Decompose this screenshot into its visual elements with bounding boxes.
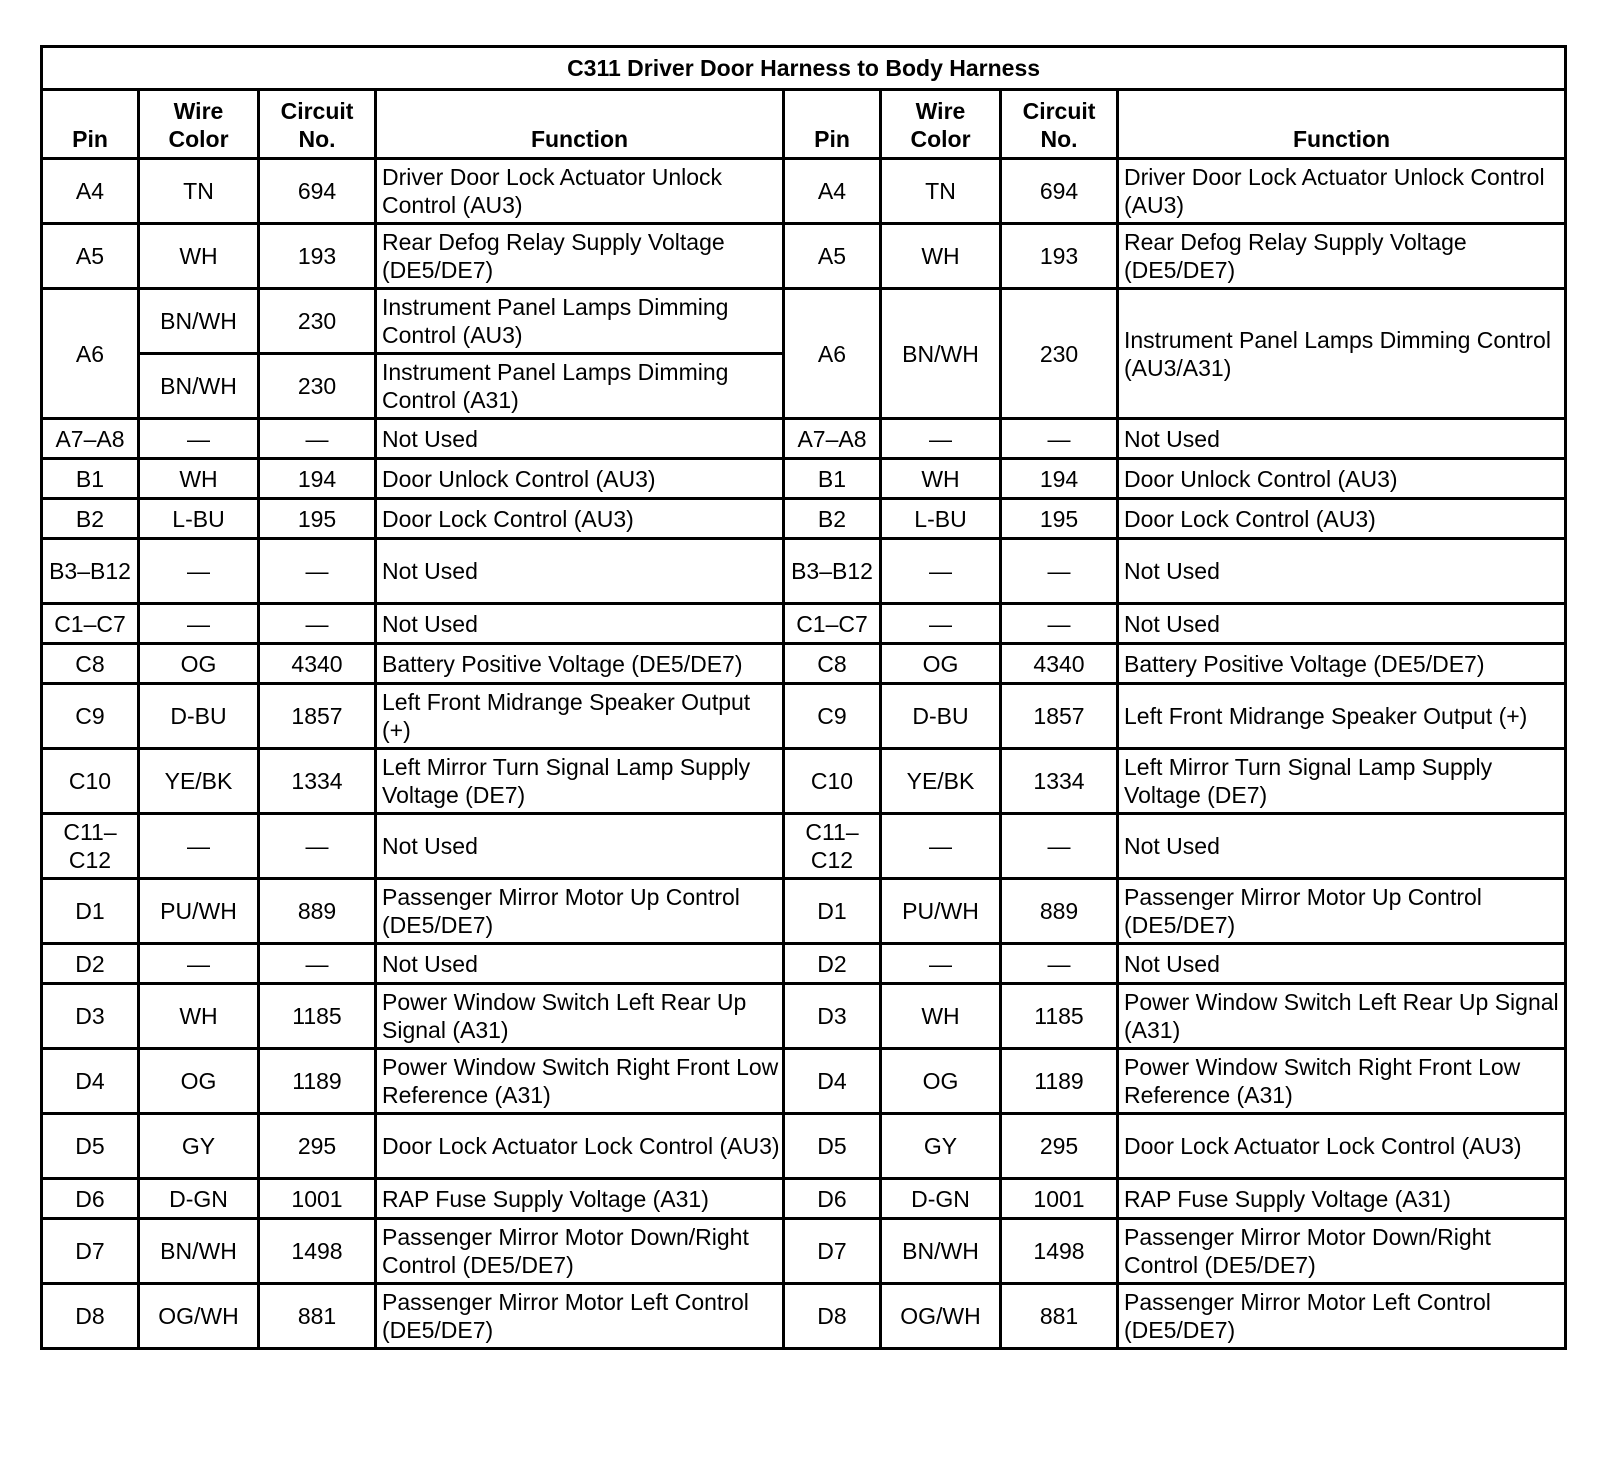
circuit-cell: — <box>1001 419 1118 459</box>
pin-cell: C11–C12 <box>784 814 881 879</box>
table-row <box>42 644 1566 684</box>
wire-color-cell: WH <box>881 984 1001 1049</box>
circuit-cell: — <box>259 419 376 459</box>
table-row <box>42 814 1566 879</box>
wire-color-cell: D-BU <box>139 684 259 749</box>
wire-color-cell: — <box>881 539 1001 604</box>
circuit-cell: 194 <box>1001 459 1118 499</box>
function-cell: Not Used <box>376 419 784 459</box>
function-cell: Instrument Panel Lamps Dimming Control (A31) <box>376 354 784 419</box>
circuit-cell: 1334 <box>259 749 376 814</box>
function-cell: Passenger Mirror Motor Down/Right Control (DE5/DE7) <box>1118 1219 1566 1284</box>
table-row <box>42 289 1566 354</box>
table-body <box>42 159 1566 1349</box>
table-row <box>42 459 1566 499</box>
function-cell: RAP Fuse Supply Voltage (A31) <box>376 1179 784 1219</box>
pin-cell: D2 <box>42 944 139 984</box>
wire-color-cell: — <box>139 604 259 644</box>
circuit-cell: — <box>259 539 376 604</box>
pin-cell: D4 <box>784 1049 881 1114</box>
circuit-cell: 1498 <box>1001 1219 1118 1284</box>
pin-cell: D8 <box>42 1284 139 1349</box>
pin-cell: C10 <box>784 749 881 814</box>
wire-color-cell: — <box>881 944 1001 984</box>
circuit-cell: — <box>1001 944 1118 984</box>
function-cell: Passenger Mirror Motor Left Control (DE5/DE7) <box>376 1284 784 1349</box>
function-cell: Instrument Panel Lamps Dimming Control (AU3/A31) <box>1118 289 1566 419</box>
wire-color-cell: GY <box>139 1114 259 1179</box>
pin-cell: D3 <box>42 984 139 1049</box>
function-cell: Not Used <box>1118 604 1566 644</box>
function-cell: RAP Fuse Supply Voltage (A31) <box>1118 1179 1566 1219</box>
circuit-cell: 193 <box>259 224 376 289</box>
pin-cell: D3 <box>784 984 881 1049</box>
table-row <box>42 159 1566 224</box>
wire-color-cell: BN/WH <box>139 289 259 354</box>
circuit-cell: — <box>259 604 376 644</box>
wire-color-cell: OG/WH <box>881 1284 1001 1349</box>
wire-color-cell: WH <box>881 459 1001 499</box>
circuit-cell: 889 <box>259 879 376 944</box>
wire-color-cell: TN <box>139 159 259 224</box>
pin-cell: A4 <box>42 159 139 224</box>
circuit-cell: 1185 <box>1001 984 1118 1049</box>
pin-cell: D2 <box>784 944 881 984</box>
wire-color-cell: WH <box>139 224 259 289</box>
function-cell: Battery Positive Voltage (DE5/DE7) <box>376 644 784 684</box>
function-cell: Rear Defog Relay Supply Voltage (DE5/DE7) <box>1118 224 1566 289</box>
pin-cell: C1–C7 <box>42 604 139 644</box>
table-row <box>42 499 1566 539</box>
pin-cell: D8 <box>784 1284 881 1349</box>
pin-cell: D6 <box>42 1179 139 1219</box>
function-cell: Left Mirror Turn Signal Lamp Supply Voltage (DE7) <box>1118 749 1566 814</box>
function-cell: Not Used <box>1118 539 1566 604</box>
function-cell: Driver Door Lock Actuator Unlock Control (AU3) <box>376 159 784 224</box>
circuit-cell: 1334 <box>1001 749 1118 814</box>
table-row <box>42 1219 1566 1284</box>
pin-cell: D5 <box>42 1114 139 1179</box>
connector-pinout-table <box>40 45 1567 1350</box>
wire-color-cell: — <box>139 944 259 984</box>
circuit-cell: 1001 <box>1001 1179 1118 1219</box>
circuit-cell: — <box>259 814 376 879</box>
circuit-cell: 4340 <box>259 644 376 684</box>
circuit-cell: 4340 <box>1001 644 1118 684</box>
table-row <box>42 684 1566 749</box>
function-cell: Not Used <box>1118 814 1566 879</box>
pin-cell: A7–A8 <box>42 419 139 459</box>
wire-color-cell: BN/WH <box>881 289 1001 419</box>
function-cell: Left Mirror Turn Signal Lamp Supply Voltage (DE7) <box>376 749 784 814</box>
wire-color-cell: L-BU <box>139 499 259 539</box>
wire-color-cell: — <box>139 419 259 459</box>
function-cell: Door Unlock Control (AU3) <box>376 459 784 499</box>
circuit-cell: 694 <box>259 159 376 224</box>
function-cell: Door Lock Actuator Lock Control (AU3) <box>376 1114 784 1179</box>
function-cell: Power Window Switch Left Rear Up Signal (A31) <box>376 984 784 1049</box>
pin-cell: C9 <box>42 684 139 749</box>
circuit-cell: 1001 <box>259 1179 376 1219</box>
function-cell: Driver Door Lock Actuator Unlock Control (AU3) <box>1118 159 1566 224</box>
function-cell: Passenger Mirror Motor Left Control (DE5/DE7) <box>1118 1284 1566 1349</box>
circuit-cell: 1498 <box>259 1219 376 1284</box>
pin-cell: D1 <box>784 879 881 944</box>
pin-cell: C1–C7 <box>784 604 881 644</box>
circuit-cell: 1857 <box>1001 684 1118 749</box>
function-cell: Power Window Switch Right Front Low Reference (A31) <box>376 1049 784 1114</box>
pin-cell: A6 <box>784 289 881 419</box>
pin-cell: B1 <box>42 459 139 499</box>
table-row <box>42 749 1566 814</box>
table-title: C311 Driver Door Harness to Body Harness <box>42 47 1566 90</box>
wire-color-cell: GY <box>881 1114 1001 1179</box>
table-row <box>42 1114 1566 1179</box>
function-cell: Door Lock Control (AU3) <box>376 499 784 539</box>
pin-cell: A5 <box>784 224 881 289</box>
circuit-cell: 230 <box>1001 289 1118 419</box>
pin-cell: D6 <box>784 1179 881 1219</box>
pin-cell: C8 <box>42 644 139 684</box>
circuit-cell: 195 <box>259 499 376 539</box>
circuit-cell: 195 <box>1001 499 1118 539</box>
wire-color-cell: TN <box>881 159 1001 224</box>
pin-cell: D7 <box>42 1219 139 1284</box>
function-cell: Passenger Mirror Motor Up Control (DE5/DE7) <box>376 879 784 944</box>
function-cell: Not Used <box>376 604 784 644</box>
header-wire-color-right: Wire Color <box>881 90 1001 159</box>
function-cell: Not Used <box>1118 419 1566 459</box>
circuit-cell: 1189 <box>259 1049 376 1114</box>
function-cell: Passenger Mirror Motor Up Control (DE5/DE7) <box>1118 879 1566 944</box>
function-cell: Battery Positive Voltage (DE5/DE7) <box>1118 644 1566 684</box>
table-row <box>42 1284 1566 1349</box>
table-row <box>42 224 1566 289</box>
function-cell: Not Used <box>376 539 784 604</box>
table-row <box>42 944 1566 984</box>
wire-color-cell: D-BU <box>881 684 1001 749</box>
header-circuit-no-right: Circuit No. <box>1001 90 1118 159</box>
function-cell: Not Used <box>376 944 784 984</box>
pin-cell: D7 <box>784 1219 881 1284</box>
wire-color-cell: — <box>139 539 259 604</box>
table-row <box>42 879 1566 944</box>
function-cell: Power Window Switch Left Rear Up Signal (A31) <box>1118 984 1566 1049</box>
function-cell: Door Lock Control (AU3) <box>1118 499 1566 539</box>
table-row <box>42 419 1566 459</box>
pin-cell: C8 <box>784 644 881 684</box>
table-row <box>42 1049 1566 1114</box>
wire-color-cell: OG <box>881 644 1001 684</box>
function-cell: Instrument Panel Lamps Dimming Control (AU3) <box>376 289 784 354</box>
pin-cell: C10 <box>42 749 139 814</box>
pin-cell: B2 <box>42 499 139 539</box>
pin-cell: B2 <box>784 499 881 539</box>
function-cell: Left Front Midrange Speaker Output (+) <box>1118 684 1566 749</box>
function-cell: Not Used <box>1118 944 1566 984</box>
pin-cell: A4 <box>784 159 881 224</box>
function-cell: Door Lock Actuator Lock Control (AU3) <box>1118 1114 1566 1179</box>
function-cell: Passenger Mirror Motor Down/Right Control (DE5/DE7) <box>376 1219 784 1284</box>
circuit-cell: 295 <box>259 1114 376 1179</box>
pin-cell: D4 <box>42 1049 139 1114</box>
circuit-cell: 230 <box>259 354 376 419</box>
wire-color-cell: WH <box>881 224 1001 289</box>
header-pin-left: Pin <box>42 90 139 159</box>
function-cell: Door Unlock Control (AU3) <box>1118 459 1566 499</box>
wire-color-cell: BN/WH <box>139 1219 259 1284</box>
pin-cell: A5 <box>42 224 139 289</box>
wire-color-cell: — <box>881 419 1001 459</box>
function-cell: Rear Defog Relay Supply Voltage (DE5/DE7) <box>376 224 784 289</box>
circuit-cell: 881 <box>259 1284 376 1349</box>
wire-color-cell: BN/WH <box>881 1219 1001 1284</box>
header-function-right: Function <box>1118 90 1566 159</box>
pin-cell: B3–B12 <box>784 539 881 604</box>
function-cell: Not Used <box>376 814 784 879</box>
table-row <box>42 604 1566 644</box>
wire-color-cell: WH <box>139 459 259 499</box>
wire-color-cell: WH <box>139 984 259 1049</box>
wire-color-cell: BN/WH <box>139 354 259 419</box>
pin-cell: A7–A8 <box>784 419 881 459</box>
circuit-cell: 1189 <box>1001 1049 1118 1114</box>
wire-color-cell: L-BU <box>881 499 1001 539</box>
table-row <box>42 539 1566 604</box>
wire-color-cell: — <box>139 814 259 879</box>
header-circuit-no-left: Circuit No. <box>259 90 376 159</box>
circuit-cell: 295 <box>1001 1114 1118 1179</box>
wire-color-cell: OG <box>139 1049 259 1114</box>
wire-color-cell: YE/BK <box>881 749 1001 814</box>
table-row <box>42 1179 1566 1219</box>
wire-color-cell: — <box>881 814 1001 879</box>
wire-color-cell: OG/WH <box>139 1284 259 1349</box>
circuit-cell: — <box>1001 604 1118 644</box>
circuit-cell: 694 <box>1001 159 1118 224</box>
wire-color-cell: OG <box>881 1049 1001 1114</box>
circuit-cell: 193 <box>1001 224 1118 289</box>
wire-color-cell: OG <box>139 644 259 684</box>
pin-cell: C11–C12 <box>42 814 139 879</box>
circuit-cell: — <box>1001 539 1118 604</box>
function-cell: Left Front Midrange Speaker Output (+) <box>376 684 784 749</box>
circuit-cell: 230 <box>259 289 376 354</box>
circuit-cell: 881 <box>1001 1284 1118 1349</box>
wire-color-cell: D-GN <box>139 1179 259 1219</box>
header-wire-color-left: Wire Color <box>139 90 259 159</box>
wire-color-cell: — <box>881 604 1001 644</box>
wire-color-cell: D-GN <box>881 1179 1001 1219</box>
header-function-left: Function <box>376 90 784 159</box>
circuit-cell: 889 <box>1001 879 1118 944</box>
pin-cell: A6 <box>42 289 139 419</box>
pin-cell: C9 <box>784 684 881 749</box>
wire-color-cell: PU/WH <box>139 879 259 944</box>
pin-cell: D5 <box>784 1114 881 1179</box>
pin-cell: B3–B12 <box>42 539 139 604</box>
pin-cell: B1 <box>784 459 881 499</box>
wire-color-cell: PU/WH <box>881 879 1001 944</box>
circuit-cell: — <box>1001 814 1118 879</box>
pin-cell: D1 <box>42 879 139 944</box>
circuit-cell: — <box>259 944 376 984</box>
function-cell: Power Window Switch Right Front Low Reference (A31) <box>1118 1049 1566 1114</box>
wire-color-cell: YE/BK <box>139 749 259 814</box>
header-pin-right: Pin <box>784 90 881 159</box>
circuit-cell: 194 <box>259 459 376 499</box>
table-row <box>42 984 1566 1049</box>
circuit-cell: 1857 <box>259 684 376 749</box>
circuit-cell: 1185 <box>259 984 376 1049</box>
